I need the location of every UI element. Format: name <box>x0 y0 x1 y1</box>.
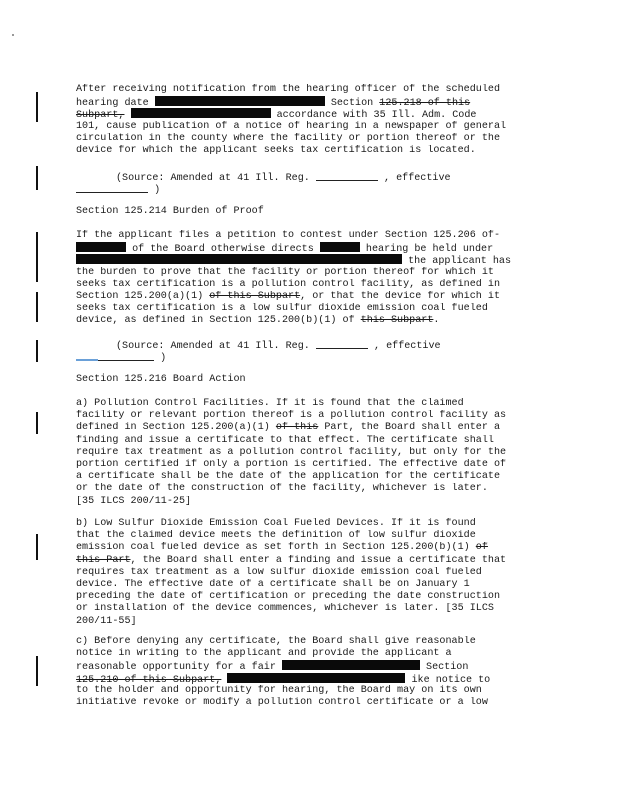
text-line <box>76 254 536 266</box>
text-fragment: Section <box>426 662 469 673</box>
source-note-cont <box>76 182 160 197</box>
paragraph-denial <box>76 636 536 709</box>
text-line <box>76 242 536 254</box>
text-fragment: ike notice to <box>411 674 491 685</box>
text-fragment: . <box>433 315 440 327</box>
text-line: c) Before denying any certificate, the Board shall give reasonable <box>76 636 476 647</box>
text-line: requires tax treatment as a low sulfur dioxide emission coal fueled <box>76 566 482 578</box>
text-line: seeks tax certification is a low sulfur dioxide emission coal fueled <box>76 303 488 315</box>
section-heading: Section 125.216 Board Action <box>76 374 246 385</box>
blank-field <box>76 350 154 361</box>
redaction-box <box>155 96 325 106</box>
paragraph-pollution-control <box>76 398 536 508</box>
text-line: a) Pollution Control Facilities. If it is found that the claimed <box>76 398 464 409</box>
change-bar <box>36 292 38 322</box>
text-line <box>76 291 536 303</box>
source-text: ) <box>154 185 161 196</box>
struck-text: this Subpart <box>360 315 434 327</box>
redaction-box <box>131 108 271 118</box>
text-fragment: of <box>132 244 145 255</box>
text-line: a certificate shall be the date of the application for the certificate <box>76 471 501 483</box>
text-fragment: , or that the device for which it <box>300 290 501 302</box>
text-fragment: the applicant has <box>408 256 512 267</box>
text-line <box>76 542 536 554</box>
struck-text: of this <box>275 422 319 434</box>
text-line: initiative revoke or modify a pollution control certificate or a low <box>76 696 488 708</box>
text-line: finding and issue a certificate to that effect. The certificate shall <box>76 434 494 446</box>
struck-text: of this Subpart <box>209 290 301 302</box>
struck-text: 125.218 of this <box>379 98 471 109</box>
source-note <box>116 170 451 185</box>
change-bar <box>36 232 38 282</box>
text-line: seeks tax certification is a pollution control facility, as defined in <box>76 278 501 290</box>
text-fragment: - <box>493 230 501 241</box>
text-fragment: Part, the Board shall enter a <box>324 422 501 434</box>
text-line: After receiving notification from the hearing officer of the scheduled <box>76 84 501 95</box>
redaction-box <box>76 254 402 264</box>
struck-text: of <box>475 542 488 554</box>
text-line <box>76 422 536 434</box>
change-bar <box>36 166 38 190</box>
text-line: circulation in the county where the facility or portion thereof or the <box>76 132 501 144</box>
text-line: device. The effective date of a certificate shall be on January 1 <box>76 578 470 590</box>
redaction-box <box>320 242 360 252</box>
text-line: or the date of the construction of the facility, whichever is later. <box>76 483 488 495</box>
blank-field <box>316 338 368 349</box>
change-bar <box>36 412 38 434</box>
text-line <box>76 555 536 567</box>
text-line: the burden to prove that the facility or portion thereof for which it <box>76 266 494 278</box>
text-line: notice in writing to the applicant and provide the applicant a <box>76 648 452 660</box>
change-bar <box>36 656 38 686</box>
section-heading: Section 125.214 Burden of Proof <box>76 206 264 217</box>
paragraph-low-sulfur <box>76 518 536 628</box>
source-note-cont <box>76 350 166 365</box>
scan-speck <box>12 34 14 36</box>
text-line: portion certified if only a portion is certified. The effective date of <box>76 458 507 470</box>
change-bar <box>36 340 38 362</box>
source-text: (Source: Amended at 41 Ill. Reg. <box>116 341 310 352</box>
text-line: or installation of the device commences, whichever is later. [35 ILCS <box>76 603 494 615</box>
text-fragment: Section <box>330 98 374 109</box>
text-fragment: defined in Section 125.200(a)(1) <box>76 422 270 434</box>
text-line: b) Low Sulfur Dioxide Emission Coal Fueled Devices. If it is found <box>76 518 476 529</box>
struck-text: 125.210 of this Subpart, <box>76 674 222 685</box>
paragraph-burden-of-proof <box>76 230 536 328</box>
text-fragment: accordance with 35 Ill. Adm. Code <box>276 110 477 121</box>
source-text: , effective <box>373 341 441 352</box>
text-line: 200/11-55] <box>76 615 137 627</box>
text-fragment: hearing date <box>76 98 149 109</box>
blank-field <box>76 182 148 193</box>
struck-text: Subpart, <box>76 110 125 121</box>
text-line: that the claimed device meets the definition of low sulfur dioxide <box>76 530 476 542</box>
redaction-box <box>227 673 405 683</box>
text-fragment: hearing be held under <box>365 244 494 255</box>
text-line <box>76 108 536 120</box>
redaction-box <box>76 242 126 252</box>
text-line: preceding the date of certification or preceding the date construction <box>76 591 501 603</box>
text-line: device for which the applicant seeks tax certification is located. <box>76 144 476 156</box>
text-line: facility or relevant portion thereof is a pollution control facility as <box>76 410 507 422</box>
text-fragment: Section 125.200(a)(1) <box>76 290 204 302</box>
text-fragment: If the applicant files a petition to contest under Section 125.206 of <box>76 230 494 241</box>
text-fragment: device, as defined in Section 125.200(b)(1) of <box>76 315 355 327</box>
scan-artifact <box>76 359 98 361</box>
text-line <box>76 230 536 242</box>
paragraph-hearing-notice <box>76 84 536 157</box>
source-text: , effective <box>383 173 451 184</box>
source-text: ) <box>160 353 167 364</box>
struck-text: this Part <box>76 554 131 566</box>
blank-field <box>316 170 378 181</box>
text-line <box>76 660 536 672</box>
text-line <box>76 96 536 108</box>
redaction-box <box>282 660 420 670</box>
text-line: 101, cause publication of a notice of hearing in a newspaper of general <box>76 120 507 132</box>
text-fragment: , the Board shall enter a finding and issue a certificate that <box>130 554 507 566</box>
text-line: [35 ILCS 200/11-25] <box>76 495 192 507</box>
source-text: (Source: Amended at 41 Ill. Reg. <box>116 173 310 184</box>
change-bar <box>36 534 38 560</box>
text-fragment: reasonable opportunity for a fair <box>76 662 276 673</box>
text-line: to the holder and opportunity for hearing, the Board may on its own <box>76 684 482 696</box>
text-line <box>76 673 536 685</box>
text-fragment: emission coal fueled device as set forth in Section 125.200(b)(1) <box>76 542 470 554</box>
text-line: require tax treatment as a pollution control facility, but only for the <box>76 446 507 458</box>
text-fragment: the Board otherwise directs <box>150 244 314 255</box>
change-bar <box>36 92 38 122</box>
text-line <box>76 315 536 327</box>
